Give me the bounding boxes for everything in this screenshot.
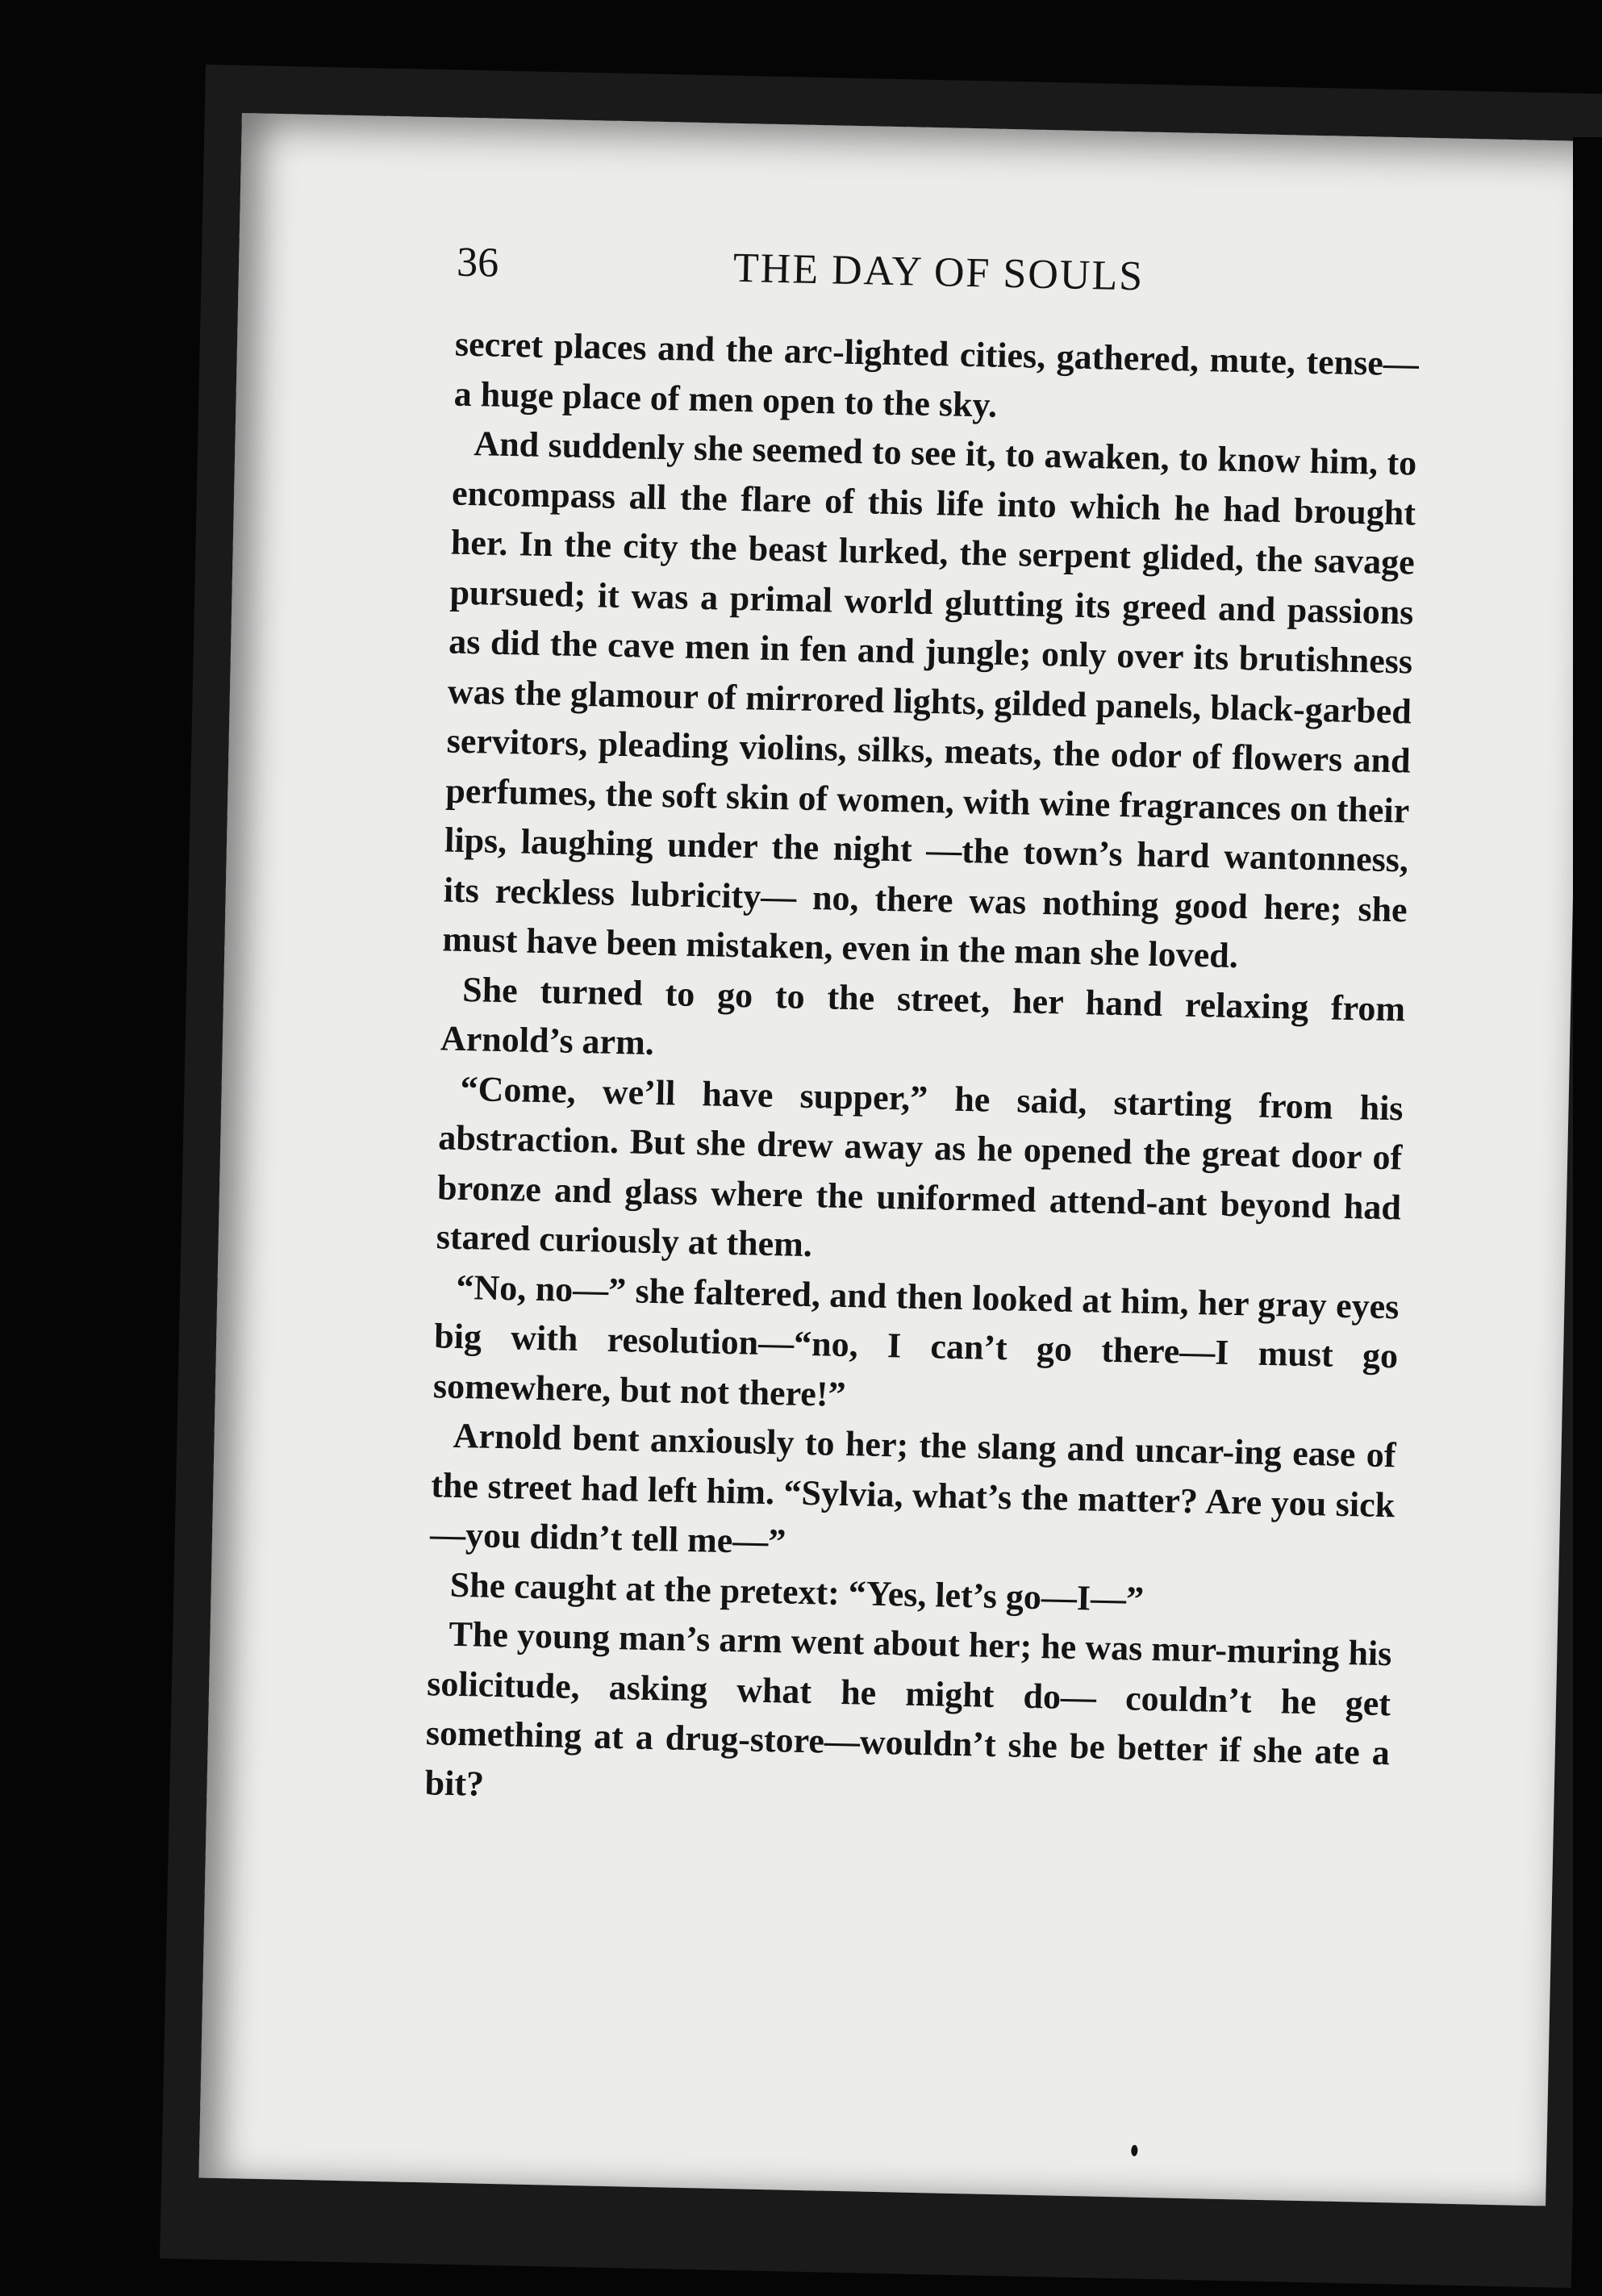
paragraph: She caught at the pretext: “Yes, let’s go—I—” bbox=[449, 1564, 1145, 1619]
body-text bbox=[424, 319, 1419, 1828]
running-head-title: THE DAY OF SOULS bbox=[732, 244, 1145, 300]
page-header bbox=[456, 239, 1421, 315]
paragraph: Arnold bent anxiously to her; the slang and uncar-ing ease of the street had left him. “Sylvia, what’s the matter? Are you sick—you didn’t tell me—” bbox=[429, 1415, 1396, 1562]
ink-speck bbox=[1131, 2145, 1138, 2156]
paragraph: And suddenly she seemed to see it, to awaken, to know him, to encompass all the flare of this life into which he had brought her. In the city the beast lurked, the serpent glided, the savage pursued; it was a primal world glutting its greed and passions as did the cave men in fen and jungle; only over its brutishness was the glamour of mirrored lights, gilded panels, black-garbed servitors, pleading violins, silks, meats, the odor of flowers and perfumes, the soft skin of women, with wine fragrances on their lips, laughing under the night —the town’s hard wantonness, its reckless lubricity— no, there was nothing good here; she must have been mistaken, even in the man she loved. bbox=[442, 424, 1417, 976]
paragraph: The young man’s arm went about her; he was mur-muring his solicitude, asking what he might do— couldn’t he get something at a drug-store—wouldn’t she be better if she ate a bit? bbox=[424, 1613, 1392, 1804]
paragraph: secret places and the arc-lighted cities, gathered, mute, tense—a huge place of men open to the sky. bbox=[453, 324, 1420, 425]
page-number: 36 bbox=[456, 239, 499, 286]
paragraph: She turned to go to the street, her hand relaxing from Arnold’s arm. bbox=[440, 969, 1406, 1062]
book-page bbox=[198, 113, 1588, 2206]
paragraph: “No, no—” she faltered, and then looked at him, her gray eyes big with resolution—“no, I can’t go there—I must go somewhere, but not there!” bbox=[432, 1267, 1400, 1414]
right-page-gutter bbox=[1573, 137, 1602, 2296]
paragraph: “Come, we’ll have supper,” he said, starting from his abstraction. But she drew away as he opened the great door of bronze and glass where the uniformed attend-ant beyond had stared curiously at them. bbox=[436, 1068, 1404, 1265]
